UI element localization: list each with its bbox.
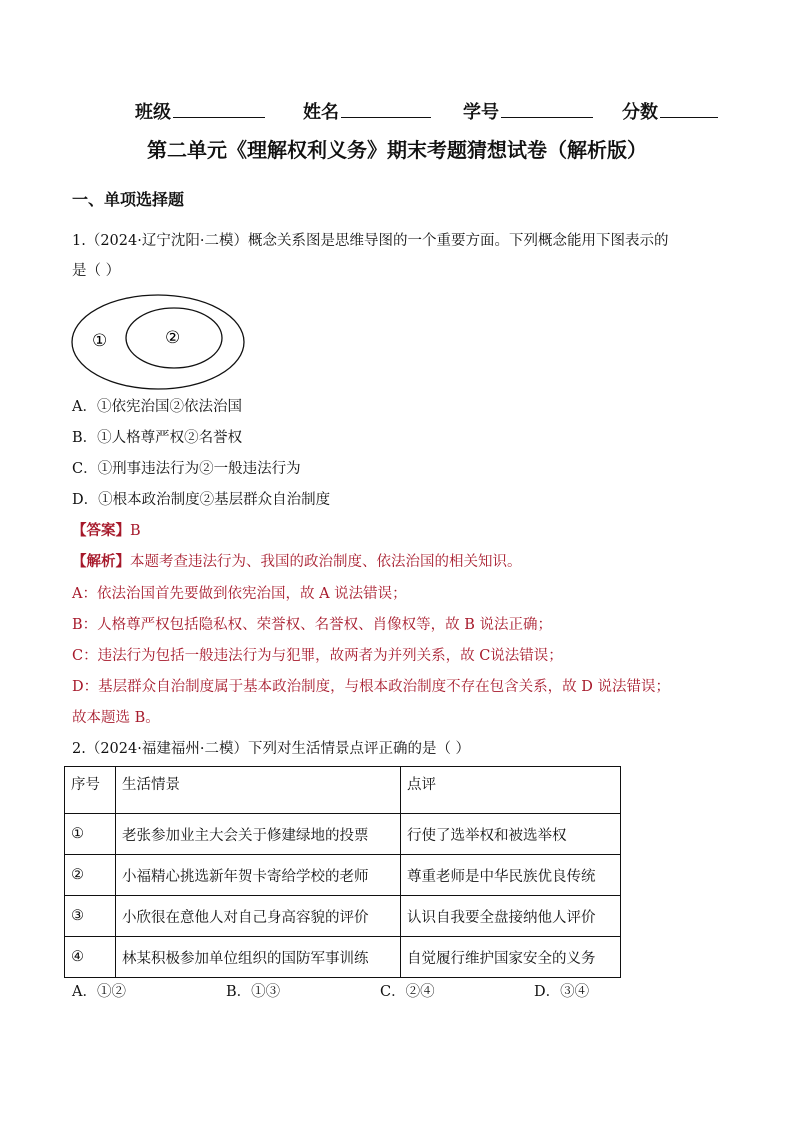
- score-blank[interactable]: [660, 101, 718, 118]
- q2-stem: 2.（2024·福建福州·二模）下列对生活情景点评正确的是（ ）: [72, 741, 471, 757]
- q1-option-d[interactable]: D．①根本政治制度②基层群众自治制度: [72, 492, 331, 508]
- analysis-line-c: C：违法行为包括一般违法行为与犯罪，故两者为并列关系，故 C说法错误；: [72, 648, 563, 664]
- analysis-conclusion: 故本题选 B。: [72, 710, 160, 726]
- table-row: [65, 814, 621, 855]
- score-label: 分数: [622, 98, 718, 124]
- header-number: 序号: [65, 767, 116, 814]
- student-number-label: 学号: [463, 98, 593, 124]
- section-heading: 一、单项选择题: [72, 190, 185, 209]
- concept-venn-diagram: [70, 292, 250, 398]
- q1-analysis: [72, 550, 522, 571]
- page-title: 第二单元《理解权利义务》期末考题猜想试卷（解析版）: [147, 138, 647, 162]
- q1-stem-line1: 1.（2024·辽宁沈阳·二模）概念关系图是思维导图的一个重要方面。下列概念能用下图表示的: [72, 233, 669, 249]
- row-number: ②: [65, 855, 116, 896]
- row-number: ④: [65, 937, 116, 978]
- table-row: [65, 937, 621, 978]
- table-row: [65, 896, 621, 937]
- class-blank[interactable]: [173, 101, 265, 118]
- row-comment: 尊重老师是中华民族优良传统: [401, 855, 621, 896]
- row-scenario: 小福精心挑选新年贺卡寄给学校的老师: [116, 855, 401, 896]
- student-number-blank[interactable]: [501, 101, 593, 118]
- name-label: 姓名: [303, 98, 431, 124]
- row-number: ③: [65, 896, 116, 937]
- q2-option-d[interactable]: D．③④: [534, 984, 590, 1000]
- analysis-line-b: B：人格尊严权包括隐私权、荣誉权、名誉权、肖像权等，故 B 说法正确；: [72, 617, 553, 633]
- q1-option-a[interactable]: A．①依宪治国②依法治国: [72, 399, 242, 415]
- analysis-line-a: A：依法治国首先要做到依宪治国，故 A 说法错误；: [72, 586, 407, 602]
- analysis-line-d: D：基层群众自治制度属于基本政治制度，与根本政治制度不存在包含关系，故 D 说法错误；: [72, 679, 670, 695]
- row-scenario: 林某积极参加单位组织的国防军事训练: [116, 937, 401, 978]
- q2-option-c[interactable]: C．②④: [380, 984, 435, 1000]
- inner-label: ②: [165, 328, 181, 348]
- class-label: 班级: [135, 98, 265, 124]
- analysis-label: 【解析】: [72, 554, 130, 570]
- analysis-intro: 本题考查违法行为、我国的政治制度、依法治国的相关知识。: [130, 554, 522, 570]
- q2-scenario-table: [64, 766, 621, 978]
- row-number: ①: [65, 814, 116, 855]
- q1-answer: [72, 519, 141, 540]
- answer-label: 【答案】: [72, 523, 130, 539]
- table-row: [65, 855, 621, 896]
- table-header-row: [65, 767, 621, 814]
- row-scenario: 小欣很在意他人对自己身高容貌的评价: [116, 896, 401, 937]
- q1-option-c[interactable]: C．①刑事违法行为②一般违法行为: [72, 461, 301, 477]
- header-scenario: 生活情景: [116, 767, 401, 814]
- row-comment: 行使了选举权和被选举权: [401, 814, 621, 855]
- q1-stem-line2: 是（ ）: [72, 263, 121, 279]
- q2-option-a[interactable]: A．①②: [72, 984, 126, 1000]
- row-scenario: 老张参加业主大会关于修建绿地的投票: [116, 814, 401, 855]
- outer-label: ①: [92, 331, 108, 351]
- answer-value: B: [130, 523, 141, 539]
- row-comment: 自觉履行维护国家安全的义务: [401, 937, 621, 978]
- row-comment: 认识自我要全盘接纳他人评价: [401, 896, 621, 937]
- header-comment: 点评: [401, 767, 621, 814]
- name-blank[interactable]: [341, 101, 431, 118]
- q1-option-b[interactable]: B．①人格尊严权②名誉权: [72, 430, 243, 446]
- q2-option-b[interactable]: B．①③: [226, 984, 281, 1000]
